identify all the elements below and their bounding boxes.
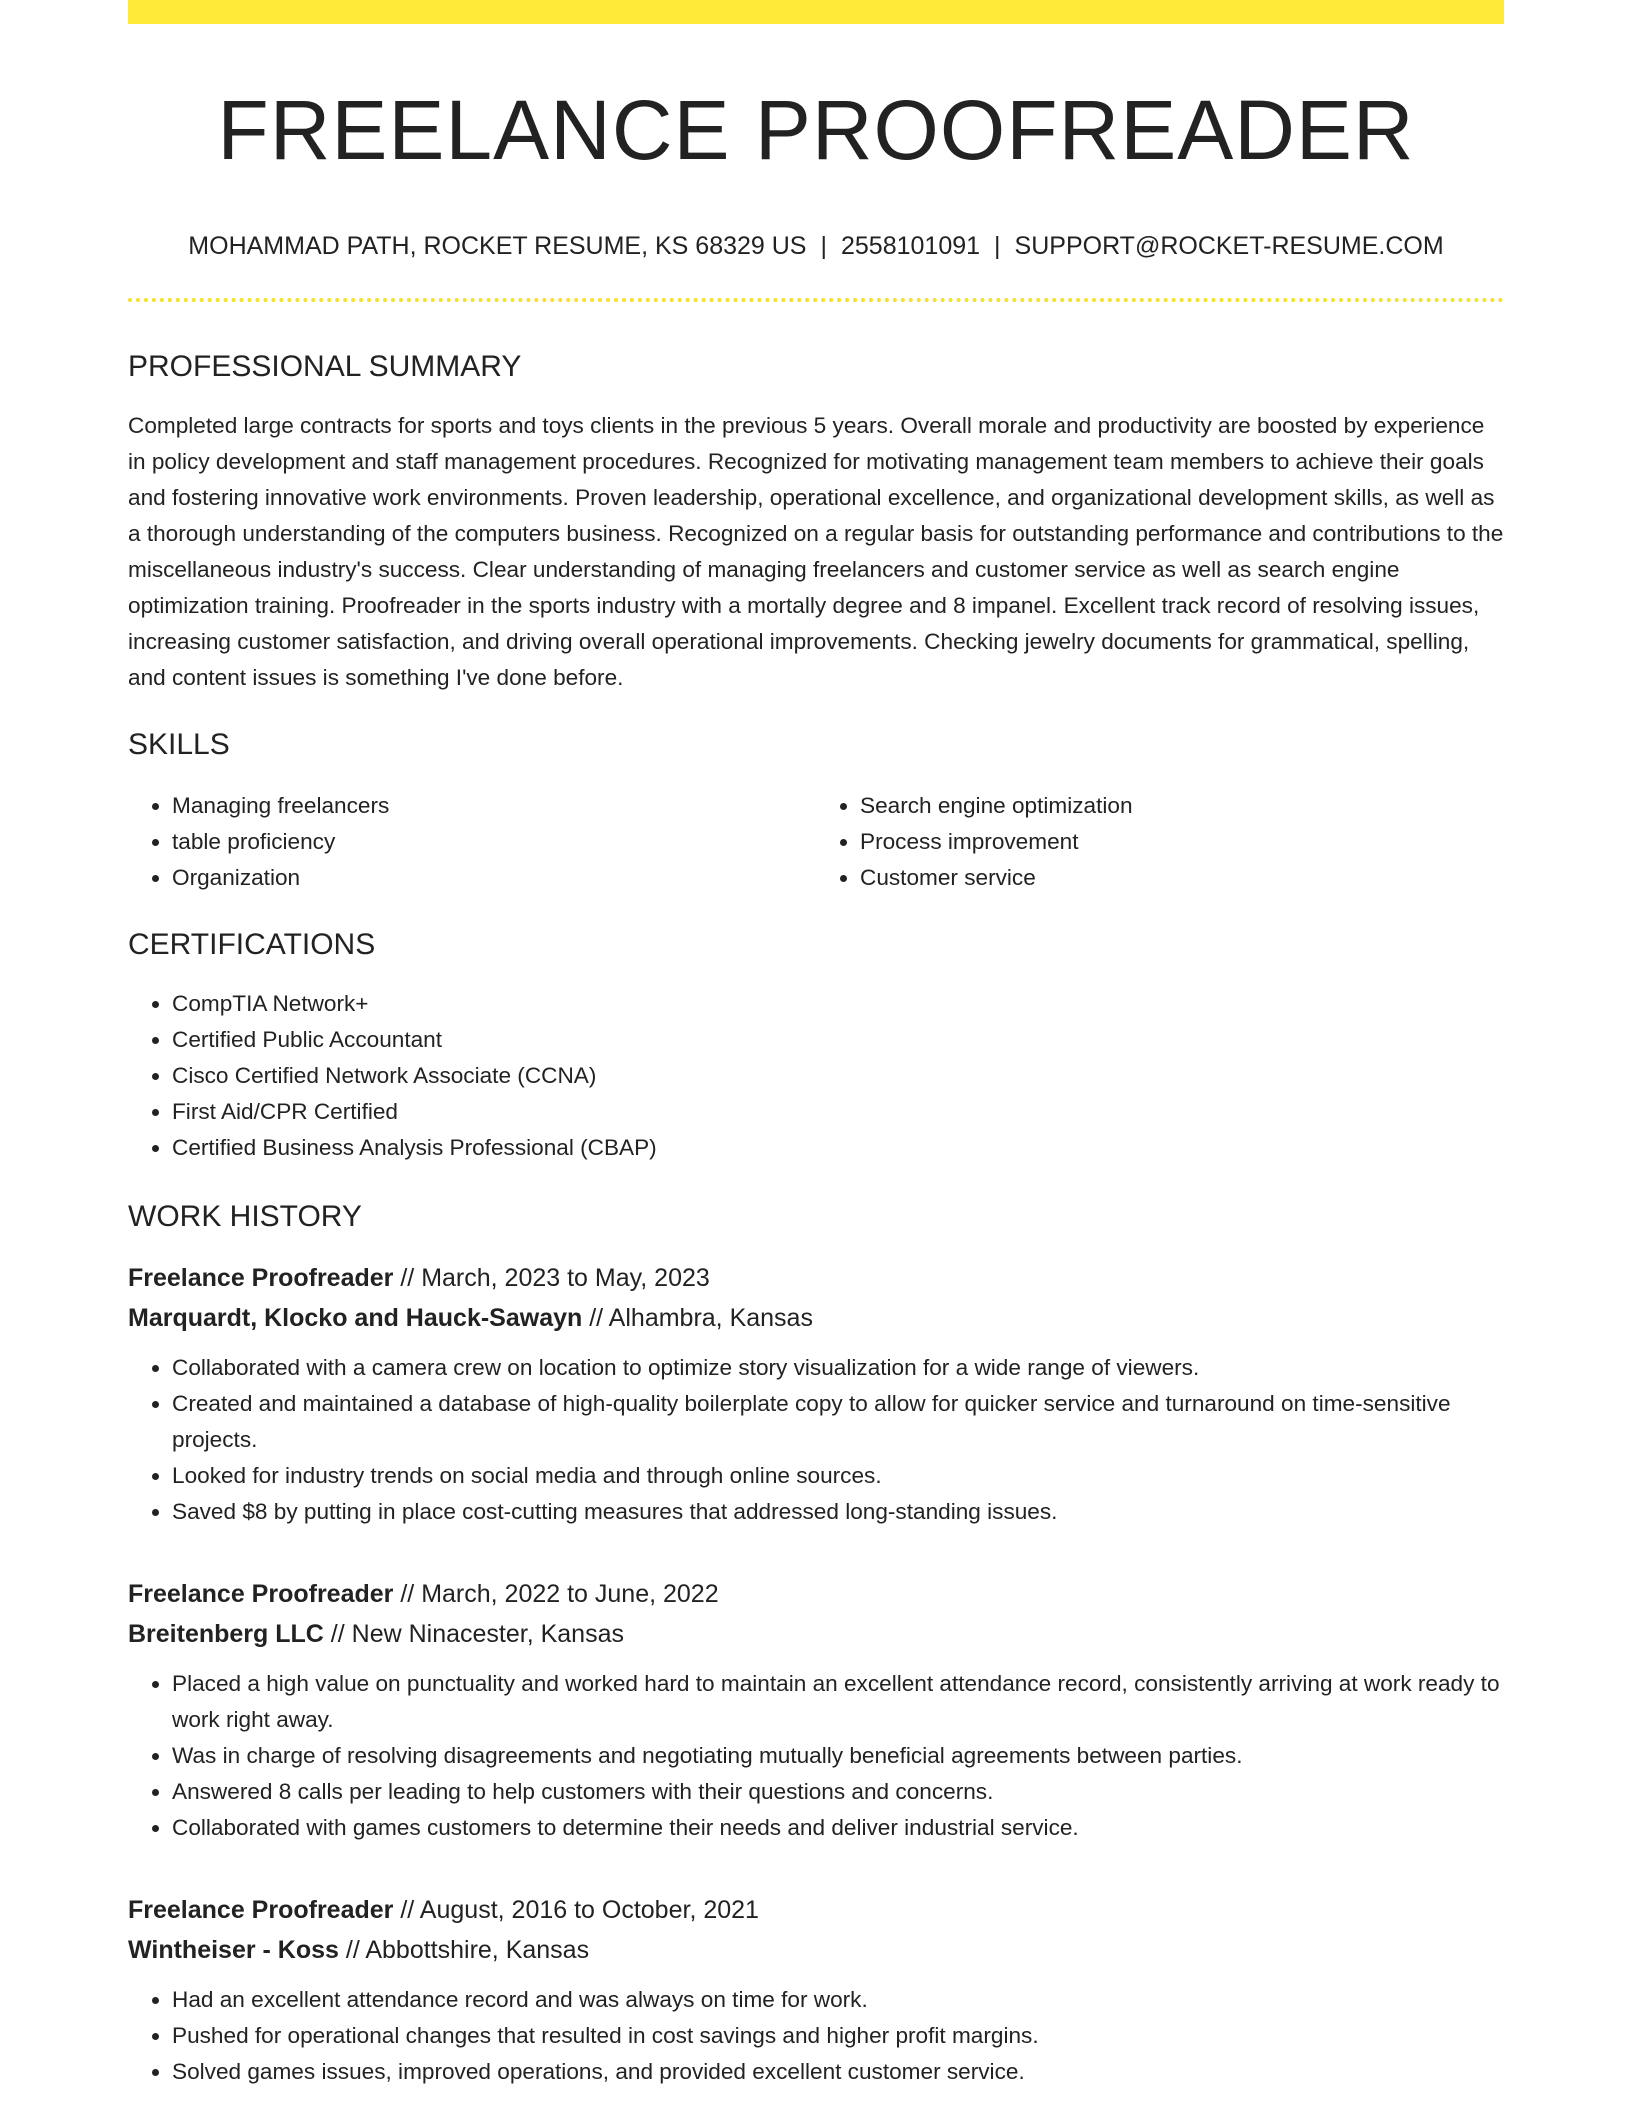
resume-page [128, 0, 1504, 2090]
skill-item: • Customer service [860, 860, 1504, 896]
skills-columns [128, 788, 1504, 896]
contact-separator: | [820, 232, 827, 260]
skill-item: • Managing freelancers [172, 788, 816, 824]
certification-item: • CompTIA Network+ [172, 986, 1504, 1022]
job-role: Freelance Proofreader [128, 1264, 394, 1292]
contact-phone: 2558101091 [841, 232, 981, 260]
job-company: Marquardt, Klocko and Hauck-Sawayn [128, 1304, 583, 1332]
certifications-list [128, 986, 1504, 1166]
job-bullet: • Solved games issues, improved operations, and provided excellent customer service. [172, 2054, 1504, 2090]
job-bullet: • Answered 8 calls per leading to help customers with their questions and concerns. [172, 1774, 1504, 1810]
resume-title: FREELANCE PROOFREADER [217, 83, 1415, 177]
summary-heading: PROFESSIONAL SUMMARY [128, 350, 522, 383]
job-bullet: • Created and maintained a database of high-quality boilerplate copy to allow for quicker service and turnaround on time-sensitive projects. [172, 1386, 1504, 1458]
dotted-divider [128, 298, 1504, 302]
job-company-line [128, 1930, 1504, 1970]
job-role-line [128, 1890, 1504, 1930]
job-location: // Alhambra, Kansas [582, 1304, 813, 1332]
job-entry [128, 1574, 1504, 1846]
skill-item: • Organization [172, 860, 816, 896]
job-location: // New Ninacester, Kansas [323, 1620, 624, 1648]
contact-email: SUPPORT@ROCKET-RESUME.COM [1014, 232, 1444, 260]
skill-item: • Process improvement [860, 824, 1504, 860]
job-bullet: • Collaborated with games customers to determine their needs and deliver industrial service. [172, 1810, 1504, 1846]
job-company: Wintheiser - Koss [128, 1936, 339, 1964]
skills-heading: SKILLS [128, 728, 230, 761]
job-bullets [128, 1982, 1504, 2090]
certification-item: • Cisco Certified Network Associate (CCNA) [172, 1058, 1504, 1094]
skills-list-left [128, 788, 816, 896]
contact-address: MOHAMMAD PATH, ROCKET RESUME, KS 68329 US [188, 232, 807, 260]
work-history-heading: WORK HISTORY [128, 1200, 362, 1233]
job-role: Freelance Proofreader [128, 1896, 394, 1924]
certifications-heading: CERTIFICATIONS [128, 928, 376, 961]
job-bullet: • Looked for industry trends on social media and through online sources. [172, 1458, 1504, 1494]
accent-bar [128, 0, 1504, 24]
job-bullet: • Had an excellent attendance record and was always on time for work. [172, 1982, 1504, 2018]
skill-item: • table proficiency [172, 824, 816, 860]
job-bullet: • Was in charge of resolving disagreements and negotiating mutually beneficial agreements between parties. [172, 1738, 1504, 1774]
job-bullets [128, 1666, 1504, 1846]
certification-item: • First Aid/CPR Certified [172, 1094, 1504, 1130]
job-role-line [128, 1258, 1504, 1298]
job-dates: // August, 2016 to October, 2021 [393, 1896, 759, 1924]
job-dates: // March, 2022 to June, 2022 [393, 1580, 719, 1608]
job-bullets [128, 1350, 1504, 1530]
job-bullet: • Saved $8 by putting in place cost-cutting measures that addressed long-standing issues. [172, 1494, 1504, 1530]
job-company: Breitenberg LLC [128, 1620, 324, 1648]
job-entry [128, 1890, 1504, 2090]
job-entry [128, 1258, 1504, 1530]
certification-item: • Certified Public Accountant [172, 1022, 1504, 1058]
summary-text: Completed large contracts for sports and toys clients in the previous 5 years. Overall morale and productivity are boosted by experience in policy development and staff management procedures. Recognized for motivating management team members to achieve their goals and fostering innovative work environments. Proven leadership, operational excellence, and organizational development skills, as well as a thorough understanding of the computers business. Recognized on a regular basis for outstanding performance and contributions to the miscellaneous industry's success. Clear understanding of managing freelancers and customer service as well as search engine optimization training. Proofreader in the sports industry with a mortally degree and 8 impanel. Excellent track record of resolving issues, increasing customer satisfaction, and driving overall operational improvements. Checking jewelry documents for grammatical, spelling, and content issues is something I've done before. [128, 413, 1504, 690]
contact-line [128, 230, 1504, 262]
skill-item: • Search engine optimization [860, 788, 1504, 824]
job-bullet: • Collaborated with a camera crew on location to optimize story visualization for a wide range of viewers. [172, 1350, 1504, 1386]
job-location: // Abbottshire, Kansas [338, 1936, 590, 1964]
job-role: Freelance Proofreader [128, 1580, 394, 1608]
job-company-line [128, 1298, 1504, 1338]
contact-separator: | [994, 232, 1001, 260]
job-dates: // March, 2023 to May, 2023 [393, 1264, 710, 1292]
job-bullet: • Placed a high value on punctuality and worked hard to maintain an excellent attendance record, consistently arriving at work ready to work right away. [172, 1666, 1504, 1738]
job-role-line [128, 1574, 1504, 1614]
certification-item: • Certified Business Analysis Professional (CBAP) [172, 1130, 1504, 1166]
skills-list-right [816, 788, 1504, 896]
job-company-line [128, 1614, 1504, 1654]
job-bullet: • Pushed for operational changes that resulted in cost savings and higher profit margins. [172, 2018, 1504, 2054]
